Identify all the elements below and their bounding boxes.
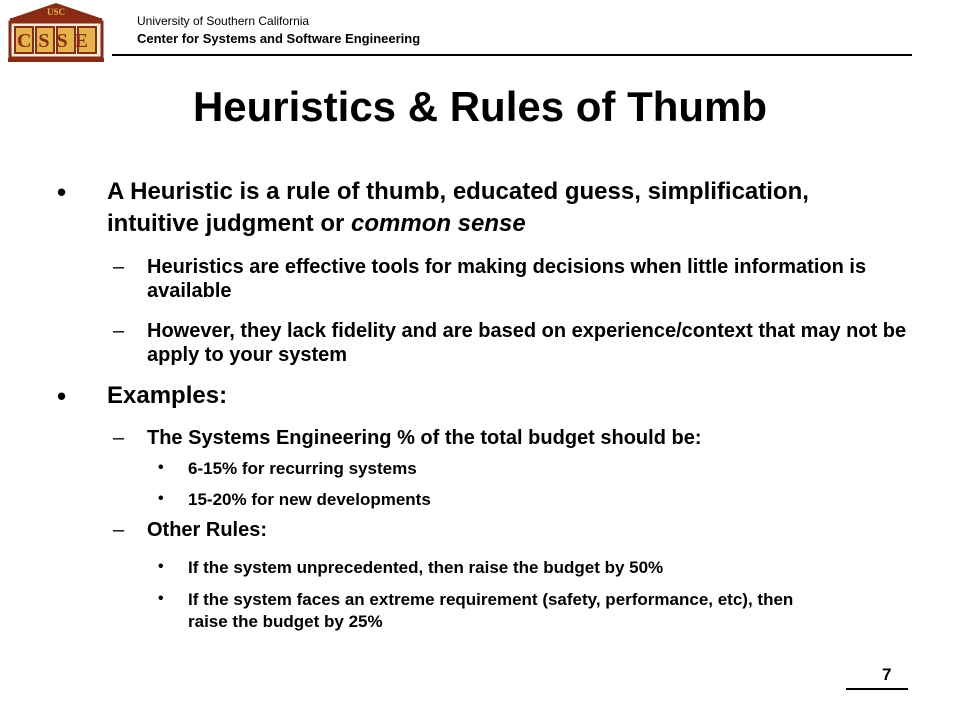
list-item-text: 15-20% for new developments [188, 490, 431, 509]
list-item-text: If the system unprecedented, then raise the budget by 50% [188, 558, 664, 577]
page-number: 7 [882, 665, 892, 684]
svg-text:CSSE: CSSE [16, 30, 96, 52]
definition-text: A Heuristic is a rule of thumb, educated guess, simplification, intuitive judgment or [107, 178, 809, 237]
sub-bullet-other-rules [113, 518, 907, 542]
org-header [137, 13, 420, 47]
sub-bullet-text: The Systems Engineering % of the total budget should be: [147, 427, 702, 449]
list-item-new-dev [158, 489, 908, 511]
list-item-text: 6-15% for recurring systems [188, 459, 417, 478]
dash-marker: – [113, 256, 125, 278]
bullet-marker: • [158, 490, 164, 507]
csse-logo [4, 2, 108, 64]
list-item-recurring [158, 458, 908, 480]
bullet-marker: • [158, 558, 164, 575]
center-name: Center for Systems and Software Engineering [137, 31, 421, 46]
bullet-heuristic-definition [57, 176, 907, 240]
slide-title: Heuristics & Rules of Thumb [192, 83, 768, 130]
bullet-marker: • [57, 381, 67, 411]
bullet-marker: • [158, 590, 164, 607]
bullet-marker: • [57, 177, 67, 207]
dash-marker: – [113, 320, 125, 342]
header-rule [112, 54, 912, 56]
list-item-text: If the system faces an extreme requirement (safety, performance, etc), then raise the budget by 25% [188, 590, 794, 631]
sub-bullet-text: However, they lack fidelity and are based on experience/context that may not be apply to your system [147, 320, 907, 366]
sub-bullet-se-budget [113, 426, 907, 450]
bullet-examples [57, 380, 907, 412]
footer-rule [846, 688, 908, 690]
dash-marker: – [113, 427, 125, 449]
bullet-marker: • [158, 459, 164, 476]
sub-bullet-text: Other Rules: [147, 519, 268, 541]
dash-marker: – [113, 519, 125, 541]
svg-text:USC: USC [46, 7, 66, 17]
examples-label: Examples: [107, 382, 228, 409]
list-item-extreme-requirement [158, 589, 828, 633]
definition-italic: common sense [351, 210, 526, 237]
university-name: University of Southern California [137, 14, 310, 28]
list-item-unprecedented [158, 557, 908, 579]
sub-bullet-effective-tools [113, 255, 907, 303]
sub-bullet-lack-fidelity [113, 319, 907, 367]
sub-bullet-text: Heuristics are effective tools for making decisions when little information is available [147, 256, 867, 302]
